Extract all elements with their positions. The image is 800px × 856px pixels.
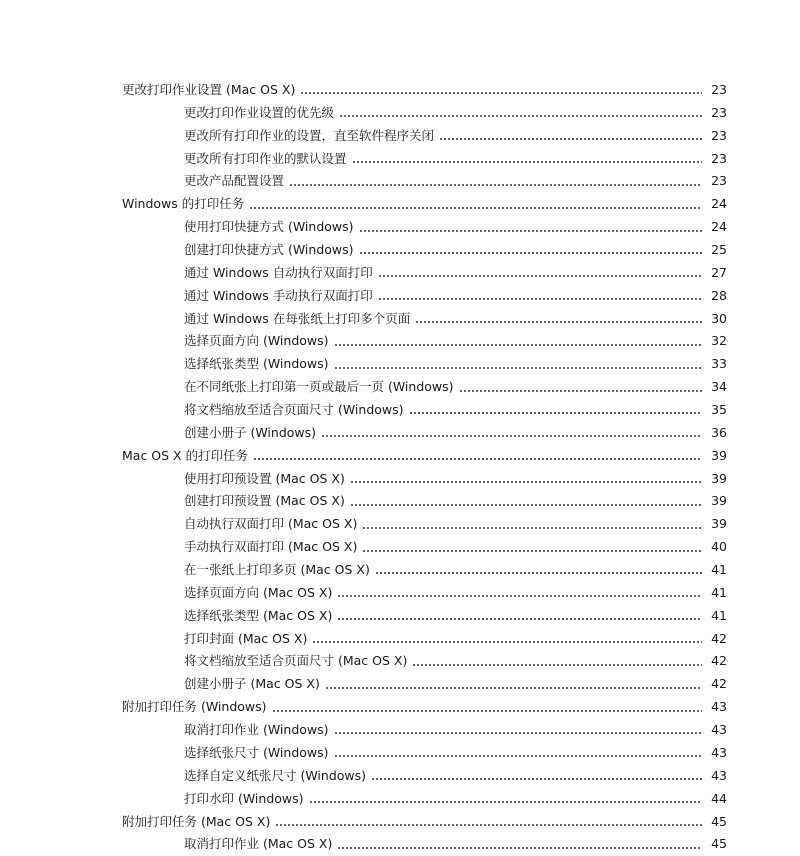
toc-section-entry[interactable] bbox=[0, 811, 800, 834]
toc-entry-title: 附加打印任务 (Mac OS X) bbox=[122, 813, 271, 829]
toc-page-number: 23 bbox=[711, 127, 727, 143]
dot-leader bbox=[334, 748, 702, 758]
toc-subsection-entry[interactable] bbox=[0, 719, 800, 742]
toc-subsection-entry[interactable] bbox=[0, 559, 800, 582]
toc-page-number: 39 bbox=[711, 493, 727, 509]
dot-leader bbox=[337, 840, 702, 850]
toc-entry-title: 更改所有打印作业的设置，直至软件程序关闭 bbox=[184, 127, 435, 143]
toc-page-number: 42 bbox=[711, 653, 727, 669]
dot-leader bbox=[309, 794, 702, 804]
toc-entry-title: 选择纸张尺寸 (Windows) bbox=[184, 744, 329, 760]
toc-entry-title: 打印水印 (Windows) bbox=[184, 790, 304, 806]
toc-subsection-entry[interactable] bbox=[0, 765, 800, 788]
toc-entry-title: 创建小册子 (Windows) bbox=[184, 424, 317, 440]
toc-page-number: 27 bbox=[711, 264, 727, 280]
toc-page-number: 45 bbox=[711, 836, 727, 852]
dot-leader bbox=[325, 680, 702, 690]
toc-page-number: 43 bbox=[711, 767, 727, 783]
dot-leader bbox=[378, 291, 702, 301]
dot-leader bbox=[289, 177, 702, 187]
toc-page-number: 23 bbox=[711, 82, 727, 97]
dot-leader bbox=[415, 314, 702, 324]
toc-page-number: 43 bbox=[711, 722, 727, 738]
dot-leader bbox=[321, 428, 702, 438]
table-of-contents bbox=[0, 79, 800, 856]
toc-entry-title: 选择纸张类型 (Mac OS X) bbox=[184, 607, 333, 623]
toc-subsection-entry[interactable] bbox=[0, 399, 800, 422]
toc-entry-title: 取消打印作业 (Windows) bbox=[184, 722, 329, 738]
toc-entry-title: 附加打印任务 (Windows) bbox=[122, 699, 267, 715]
dot-leader bbox=[362, 520, 702, 530]
dot-leader bbox=[272, 703, 702, 713]
dot-leader bbox=[350, 497, 702, 507]
toc-section-entry[interactable] bbox=[0, 696, 800, 719]
toc-page-number: 39 bbox=[711, 447, 727, 463]
toc-entry-title: 通过 Windows 在每张纸上打印多个页面 bbox=[184, 310, 411, 326]
toc-subsection-entry[interactable] bbox=[0, 216, 800, 239]
toc-entry-title: Windows 的打印任务 bbox=[122, 196, 245, 212]
toc-page-number: 30 bbox=[711, 310, 727, 326]
dot-leader bbox=[412, 657, 702, 667]
toc-subsection-entry[interactable] bbox=[0, 285, 800, 308]
toc-page-number: 40 bbox=[711, 539, 727, 555]
toc-entry-title: 更改打印作业设置 (Mac OS X) bbox=[122, 82, 296, 97]
toc-page-number: 34 bbox=[711, 379, 727, 395]
toc-subsection-entry[interactable] bbox=[0, 673, 800, 696]
toc-subsection-entry[interactable] bbox=[0, 262, 800, 285]
toc-page-number: 41 bbox=[711, 607, 727, 623]
toc-page-number: 42 bbox=[711, 676, 727, 692]
toc-entry-title: 在一张纸上打印多页 (Mac OS X) bbox=[184, 562, 370, 578]
toc-entry-title: 更改产品配置设置 bbox=[184, 173, 285, 189]
toc-subsection-entry[interactable] bbox=[0, 513, 800, 536]
toc-page-number: 41 bbox=[711, 584, 727, 600]
dot-leader bbox=[337, 588, 702, 598]
toc-entry-title: 在不同纸张上打印第一页或最后一页 (Windows) bbox=[184, 379, 454, 395]
toc-page-number: 44 bbox=[711, 790, 727, 806]
toc-entry-title: 创建打印预设置 (Mac OS X) bbox=[184, 493, 345, 509]
toc-entry-title: 创建打印快捷方式 (Windows) bbox=[184, 242, 354, 258]
dot-leader bbox=[371, 771, 702, 781]
toc-entry-title: 将文档缩放至适合页面尺寸 (Windows) bbox=[184, 402, 404, 418]
toc-subsection-entry[interactable] bbox=[0, 742, 800, 765]
toc-subsection-entry[interactable] bbox=[0, 376, 800, 399]
toc-subsection-entry[interactable] bbox=[0, 833, 800, 856]
toc-entry-title: 打印封面 (Mac OS X) bbox=[184, 630, 308, 646]
dot-leader bbox=[312, 634, 702, 644]
dot-leader bbox=[253, 451, 702, 461]
toc-entry-title: 创建小册子 (Mac OS X) bbox=[184, 676, 320, 692]
toc-subsection-entry[interactable] bbox=[0, 102, 800, 125]
toc-subsection-entry[interactable] bbox=[0, 353, 800, 376]
toc-page-number: 43 bbox=[711, 744, 727, 760]
toc-subsection-entry[interactable] bbox=[0, 422, 800, 445]
dot-leader bbox=[350, 474, 702, 484]
dot-leader bbox=[439, 131, 702, 141]
toc-entry-title: Mac OS X 的打印任务 bbox=[122, 447, 249, 463]
toc-subsection-entry[interactable] bbox=[0, 170, 800, 193]
toc-page-number: 35 bbox=[711, 402, 727, 418]
toc-subsection-entry[interactable] bbox=[0, 628, 800, 651]
toc-page-number: 23 bbox=[711, 173, 727, 189]
toc-entry-title: 通过 Windows 自动执行双面打印 bbox=[184, 264, 373, 280]
dot-leader bbox=[362, 543, 702, 553]
toc-page-number: 39 bbox=[711, 516, 727, 532]
toc-page-number: 32 bbox=[711, 333, 727, 349]
dot-leader bbox=[334, 360, 702, 370]
toc-entry-title: 使用打印预设置 (Mac OS X) bbox=[184, 470, 345, 486]
dot-leader bbox=[275, 817, 702, 827]
toc-page-number: 36 bbox=[711, 424, 727, 440]
toc-subsection-entry[interactable] bbox=[0, 308, 800, 331]
dot-leader bbox=[249, 200, 702, 210]
toc-subsection-entry[interactable] bbox=[0, 125, 800, 148]
dot-leader bbox=[359, 245, 702, 255]
dot-leader bbox=[459, 383, 702, 393]
toc-entry-title: 选择页面方向 (Windows) bbox=[184, 333, 329, 349]
dot-leader bbox=[337, 611, 702, 621]
toc-entry-title: 更改所有打印作业的默认设置 bbox=[184, 150, 347, 166]
dot-leader bbox=[352, 154, 702, 164]
toc-page-number: 42 bbox=[711, 630, 727, 646]
toc-page-number: 24 bbox=[711, 196, 727, 212]
toc-section-entry[interactable] bbox=[0, 79, 800, 102]
toc-subsection-entry[interactable] bbox=[0, 536, 800, 559]
toc-subsection-entry[interactable] bbox=[0, 239, 800, 262]
toc-subsection-entry[interactable] bbox=[0, 468, 800, 491]
dot-leader bbox=[334, 725, 702, 735]
toc-entry-title: 选择自定义纸张尺寸 (Windows) bbox=[184, 767, 367, 783]
toc-entry-title: 取消打印作业 (Mac OS X) bbox=[184, 836, 333, 852]
dot-leader bbox=[359, 223, 702, 233]
toc-page-number: 25 bbox=[711, 242, 727, 258]
dot-leader bbox=[378, 268, 702, 278]
dot-leader bbox=[409, 405, 702, 415]
toc-page-number: 39 bbox=[711, 470, 727, 486]
dot-leader bbox=[375, 565, 702, 575]
dot-leader bbox=[334, 337, 702, 347]
toc-page-number: 28 bbox=[711, 287, 727, 303]
toc-entry-title: 选择纸张类型 (Windows) bbox=[184, 356, 329, 372]
toc-page-number: 24 bbox=[711, 219, 727, 235]
toc-page-number: 41 bbox=[711, 562, 727, 578]
toc-entry-title: 将文档缩放至适合页面尺寸 (Mac OS X) bbox=[184, 653, 408, 669]
toc-subsection-entry[interactable] bbox=[0, 788, 800, 811]
toc-subsection-entry[interactable] bbox=[0, 650, 800, 673]
toc-entry-title: 通过 Windows 手动执行双面打印 bbox=[184, 287, 373, 303]
toc-entry-title: 自动执行双面打印 (Mac OS X) bbox=[184, 516, 358, 532]
toc-subsection-entry[interactable] bbox=[0, 582, 800, 605]
toc-section-entry[interactable] bbox=[0, 445, 800, 468]
toc-entry-title: 更改打印作业设置的优先级 bbox=[184, 104, 335, 120]
toc-subsection-entry[interactable] bbox=[0, 605, 800, 628]
toc-subsection-entry[interactable] bbox=[0, 148, 800, 171]
toc-subsection-entry[interactable] bbox=[0, 490, 800, 513]
toc-subsection-entry[interactable] bbox=[0, 330, 800, 353]
toc-page-number: 33 bbox=[711, 356, 727, 372]
dot-leader bbox=[300, 85, 702, 95]
toc-section-entry[interactable] bbox=[0, 193, 800, 216]
toc-page-number: 23 bbox=[711, 150, 727, 166]
toc-page-number: 43 bbox=[711, 699, 727, 715]
toc-entry-title: 手动执行双面打印 (Mac OS X) bbox=[184, 539, 358, 555]
toc-page-number: 45 bbox=[711, 813, 727, 829]
toc-entry-title: 使用打印快捷方式 (Windows) bbox=[184, 219, 354, 235]
toc-entry-title: 选择页面方向 (Mac OS X) bbox=[184, 584, 333, 600]
toc-page-number: 23 bbox=[711, 104, 727, 120]
dot-leader bbox=[339, 108, 702, 118]
